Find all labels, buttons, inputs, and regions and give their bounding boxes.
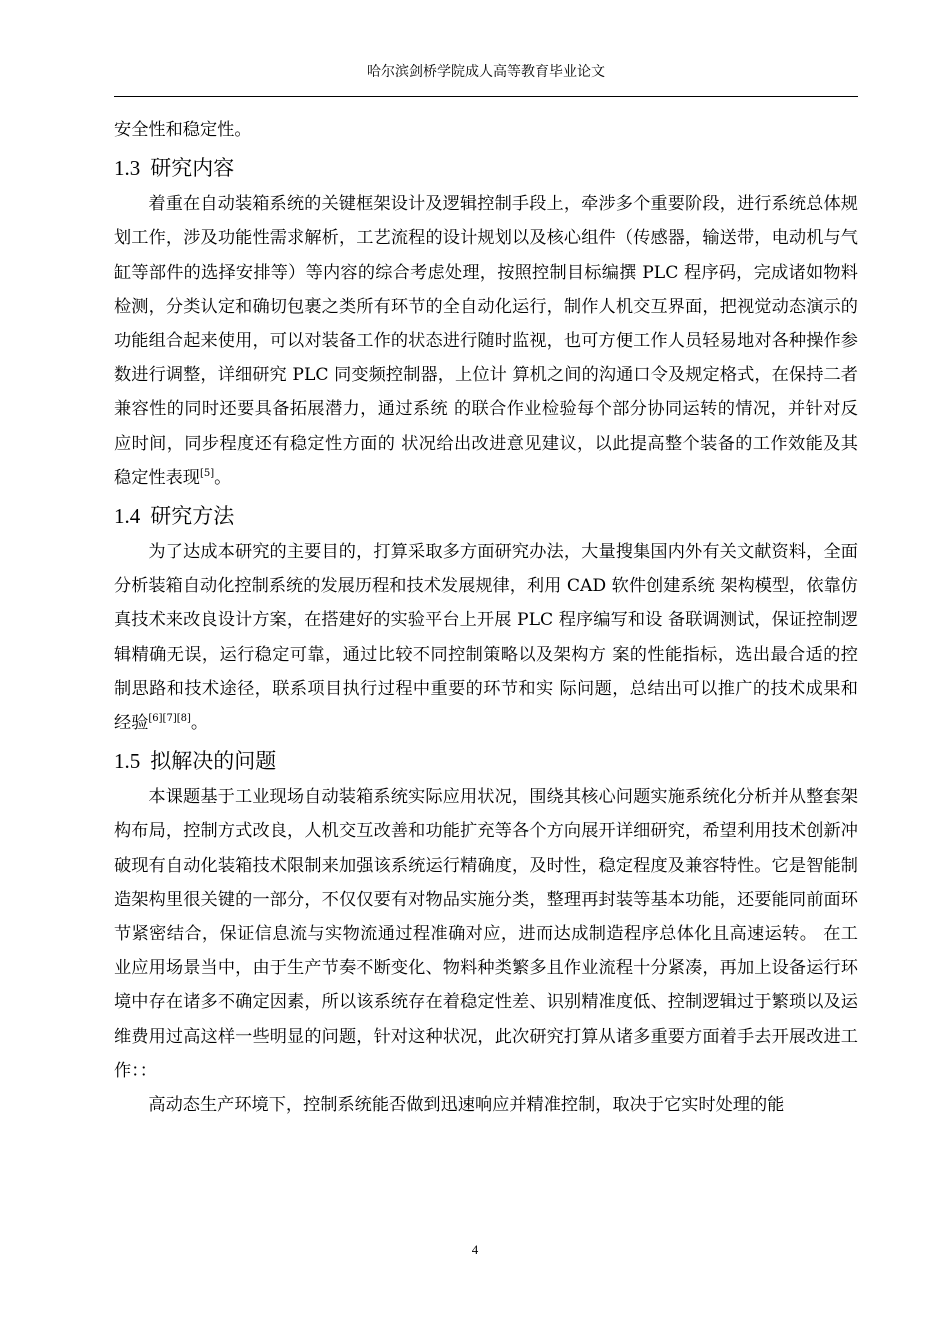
section-paragraph: 本课题基于工业现场自动装箱系统实际应用状况，围绕其核心问题实施系统化分析并从整套架构布局，控制方式改良，人机交互改善和功能扩充等各个方向展开详细研究，希望利用技术创新冲破现有自动化装箱技术限制来加强该系统运行精确度，及时性，稳定程度及兼容特性。它是智能制造架构里很关键的一部分，不仅仅要有对物品实施分类，整理再封装等基本功能，还要能同前面环节紧密结合，保证信息流与实物流通过程准确对应，进而达成制造程序总体化且高速运转。 在工业应用场景当中，由于生产节奏不断变化、物料种类繁多且作业流程十分紧凑，再加上设备运行环境中存在诸多不确定因素，所以该系统存在着稳定性差、识别精准度低、控制逻辑过于繁琐以及运维费用过高这样一些明显的问题，针对这种状况，此次研究打算从诸多重要方面着手去开展改进工作：： bbox=[114, 787, 858, 1081]
section-heading-1-4 bbox=[114, 499, 858, 533]
section-heading-1-5 bbox=[114, 744, 858, 778]
section-paragraph bbox=[114, 187, 858, 495]
paragraph-tail: 。 bbox=[190, 713, 209, 734]
section-number: 1.3 bbox=[114, 156, 141, 181]
page-number: 4 bbox=[471, 1242, 479, 1257]
page-header-title: 哈尔滨剑桥学院成人高等教育毕业论文 bbox=[367, 64, 605, 80]
section-paragraph-continued: 高动态生产环境下，控制系统能否做到迅速响应并精准控制，取决于它实时处理的能 bbox=[148, 1095, 785, 1116]
paragraph-tail: 。 bbox=[214, 467, 232, 488]
section-number: 1.5 bbox=[114, 749, 141, 774]
section-title: 研究内容 bbox=[150, 156, 235, 181]
section-number: 1.4 bbox=[114, 504, 141, 529]
body-text bbox=[114, 113, 858, 1122]
paragraph-text: 着重在自动装箱系统的关键框架设计及逻辑控制手段上，牵涉多个重要阶段，进行系统总体规划工作，涉及功能性需求解析，工艺流程的设计规划以及核心组件（传感器，输送带，电动机与气缸等部件的选择安排等）等内容的综合考虑处理，按照控制目标编撰 PLC 程序码，完成诸如物料检测，分类认定和确切包裹之类所有环节的全自动化运行，制作人机交互界面，把视觉动态演示的功能组合起来使用，可以对装备工作的状态进行随时监视，也可方便工作人员轻易地对各种操作参数进行调整，详细研究 PLC 同变频控制器，上位计 算机之间的沟通口令及规定格式，在保持二者兼容性的同时还要具备拓展潜力，通过系统 的联合作业检验每个部分协同运转的情况，并针对反应时间，同步程度还有稳定性方面的 状况给出改进意见建议，以此提高整个装备的工作效能及其稳定性表现 bbox=[114, 194, 858, 488]
header-divider bbox=[114, 96, 858, 97]
paragraph-text: 为了达成本研究的主要目的，打算采取多方面研究办法，大量搜集国内外有关文献资料，全面分析装箱自动化控制系统的发展历程和技术发展规律，利用 CAD 软件创建系统 架构模型，依靠仿真技术来改良设计方案，在搭建好的实验平台上开展 PLC 程序编写和设 备联调测试，保证控制逻辑精确无误，运行稳定可靠，通过比较不同控制策略以及架构方 案的性能指标，选出最合适的控制思路和技术途径，联系项目执行过程中重要的环节和实 际问题，总结出可以推广的技术成果和经验 bbox=[114, 542, 858, 734]
intro-line: 安全性和稳定性。 bbox=[114, 120, 252, 140]
section-title: 研究方法 bbox=[150, 504, 235, 529]
section-heading-1-3 bbox=[114, 151, 858, 185]
section-paragraph bbox=[114, 535, 858, 740]
section-title: 拟解决的问题 bbox=[150, 749, 277, 774]
citation-ref: [6][7][8] bbox=[148, 713, 191, 725]
citation-ref: [5] bbox=[199, 467, 215, 479]
